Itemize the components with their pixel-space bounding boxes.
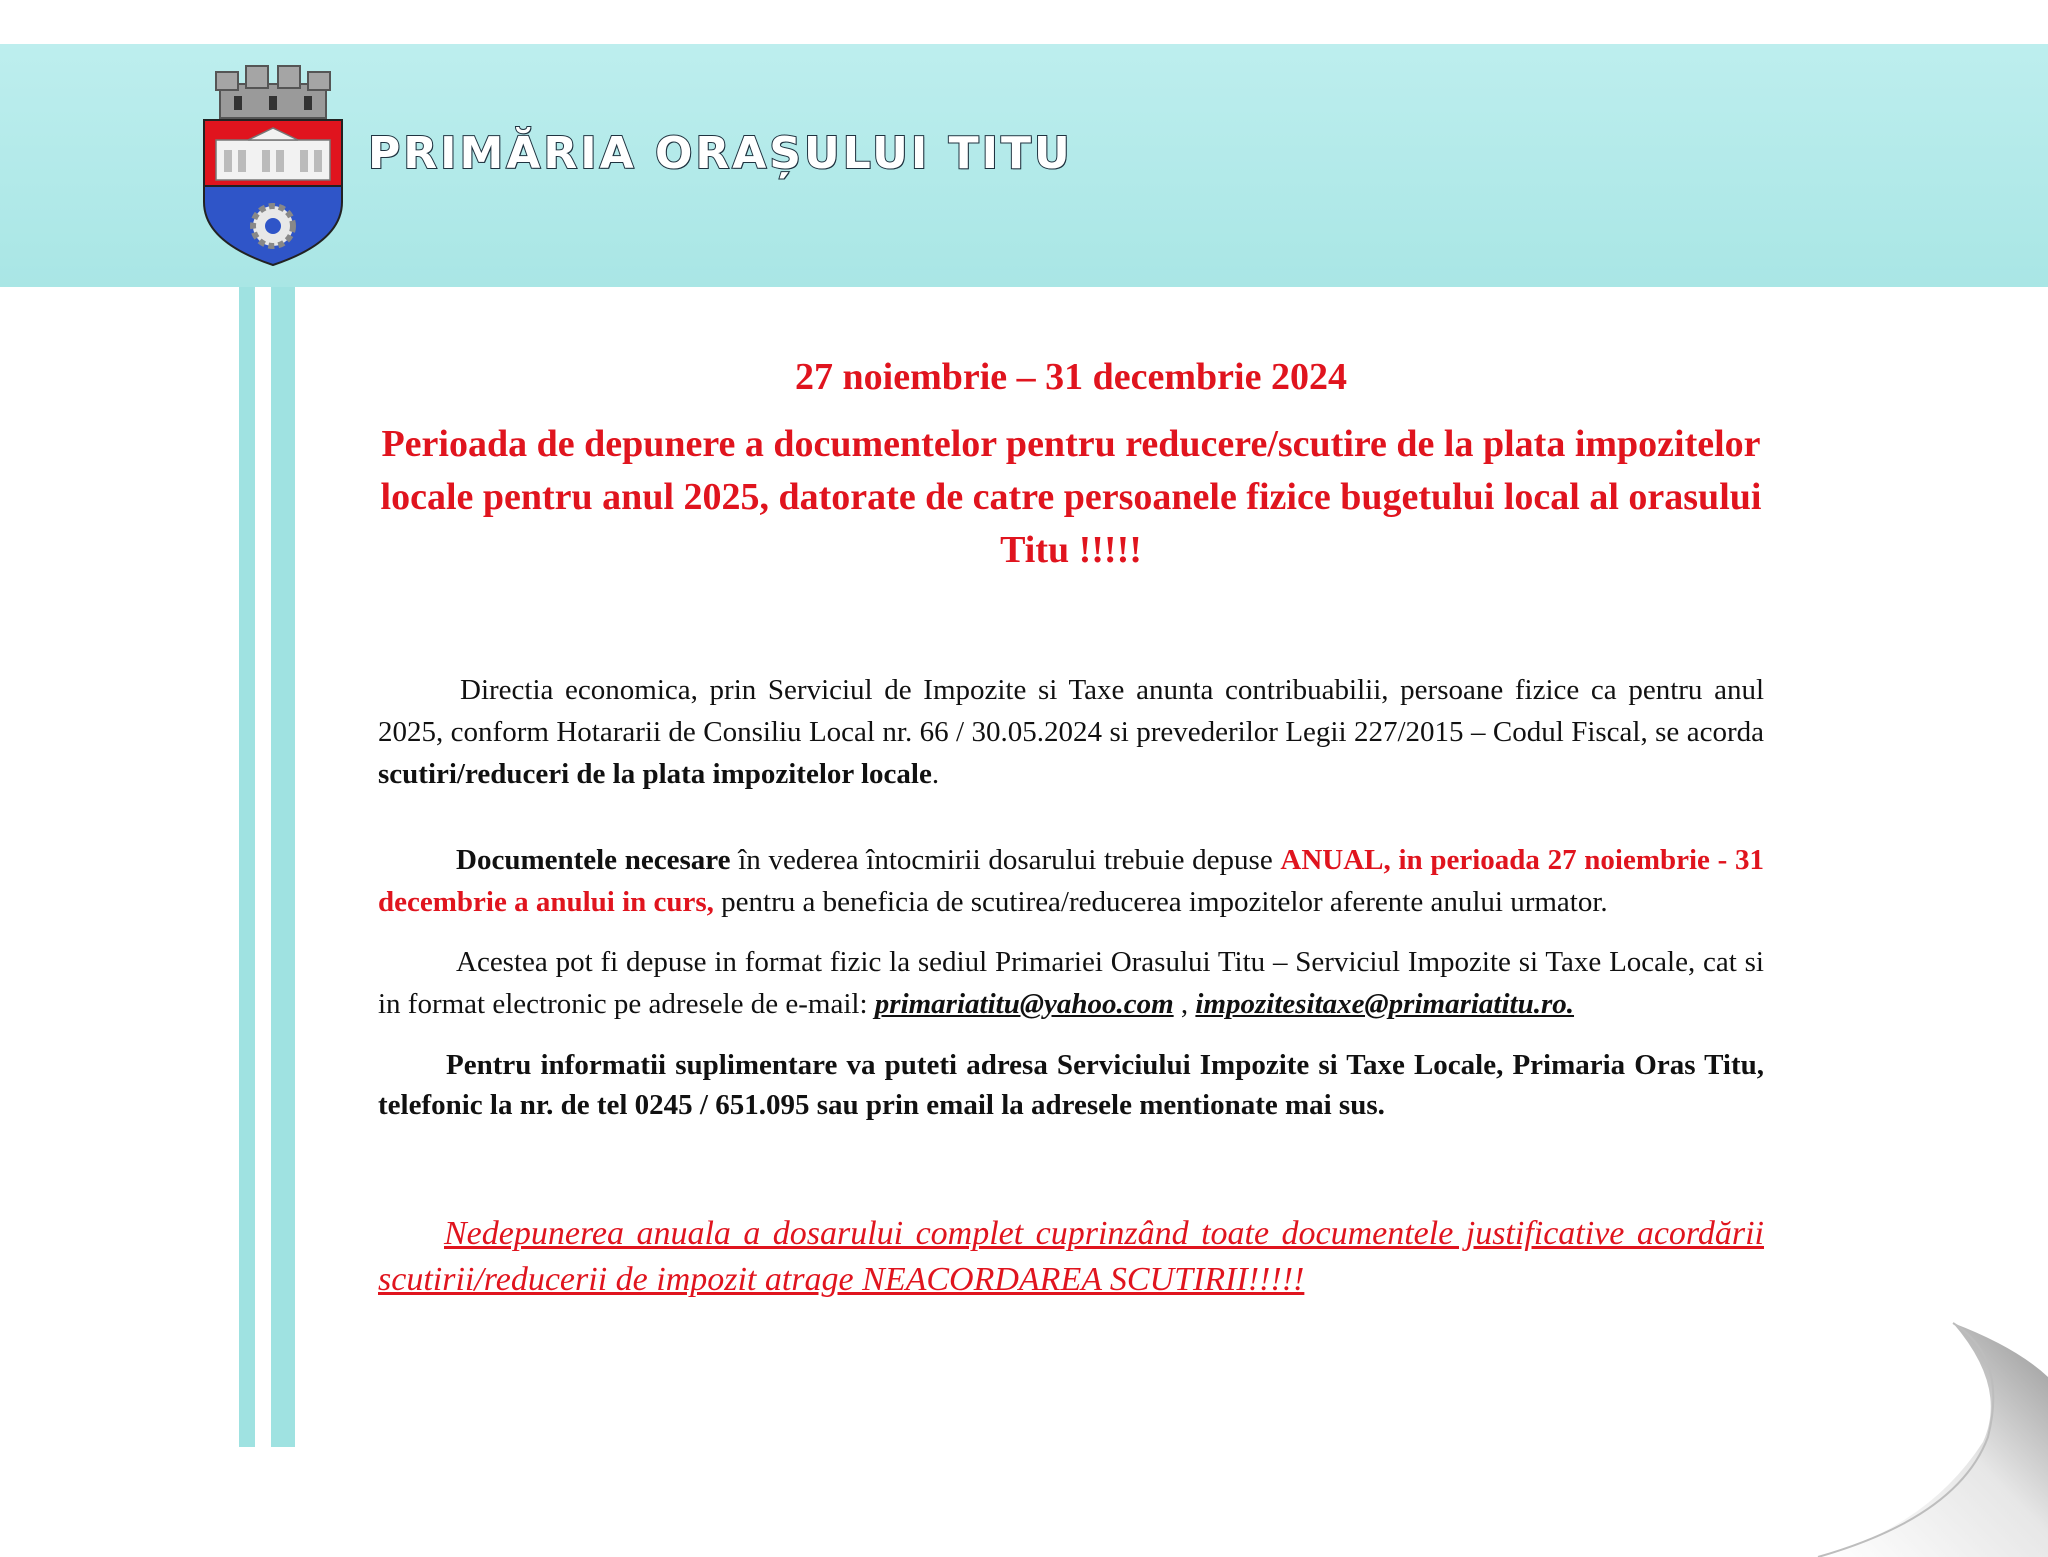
documents-text: în vederea întocmirii dosarului trebuie depuse: [730, 844, 1281, 876]
documents-end: pentru a beneficia de scutirea/reducerea impozitelor aferente anului urmator.: [713, 886, 1608, 918]
decor-stripe-right: [271, 287, 295, 1447]
paragraph-intro: [378, 669, 1764, 795]
email-link-yahoo[interactable]: primariatitu@yahoo.com: [874, 988, 1174, 1020]
page-curl-decoration: [1748, 1317, 2048, 1557]
warning-notice: Nedepunerea anuala a dosarului complet cuprinzând toate documentele justificative acordării scutirii/reducerii de impozit atrage NEACORDAREA SCUTIRII!!!!!: [378, 1215, 1764, 1298]
notice-body: [378, 340, 1764, 1337]
documents-bold: Documentele necesare: [456, 844, 731, 876]
intro-end: .: [931, 758, 940, 790]
intro-text: Directia economica, prin Serviciul de Impozite si Taxe anunta contribuabilii, persoane fizice ca pentru anul 2025, conform Hotararii de Consiliu Local nr. 66 / 30.05.2024 si prevederilor Legii 227/2015 – Codul Fiscal, se acorda: [378, 674, 1764, 748]
org-name: PRIMĂRIA ORAȘULUI TITU: [368, 128, 1073, 179]
town-crest-logo: [200, 62, 346, 267]
documents-period: ANUAL, in perioada 27 noiembrie - 31 decembrie a anului in curs,: [378, 844, 1764, 918]
decor-stripe-left: [239, 287, 255, 1447]
intro-bold: scutiri/reduceri de la plata impozitelor locale: [378, 758, 932, 790]
submission-text: Acestea pot fi depuse in format fizic la sediul Primariei Orasului Titu – Serviciul Impozite si Taxe Locale, cat si in format electronic pe adresele de e-mail:: [378, 946, 1764, 1020]
paragraph-documents: [378, 839, 1764, 923]
date-range-title: 27 noiembrie – 31 decembrie 2024: [795, 356, 1347, 398]
paragraph-contact: Pentru informatii suplimentare va puteti adresa Serviciului Impozite si Taxe Locale, Primaria Oras Titu, telefonic la nr. de tel 0245 / 651.095 sau prin email la adresele mentionate mai sus.: [378, 1049, 1764, 1121]
paragraph-submission: [378, 941, 1764, 1025]
email-separator: ,: [1173, 988, 1196, 1020]
notice-title: Perioada de depunere a documentelor pentru reducere/scutire de la plata impozitelor locale pentru anul 2025, datorate de catre persoanele fizice bugetului local al orasului Titu !!!!!: [380, 423, 1762, 571]
email-link-taxes[interactable]: impozitesitaxe@primariatitu.ro.: [1195, 988, 1575, 1020]
